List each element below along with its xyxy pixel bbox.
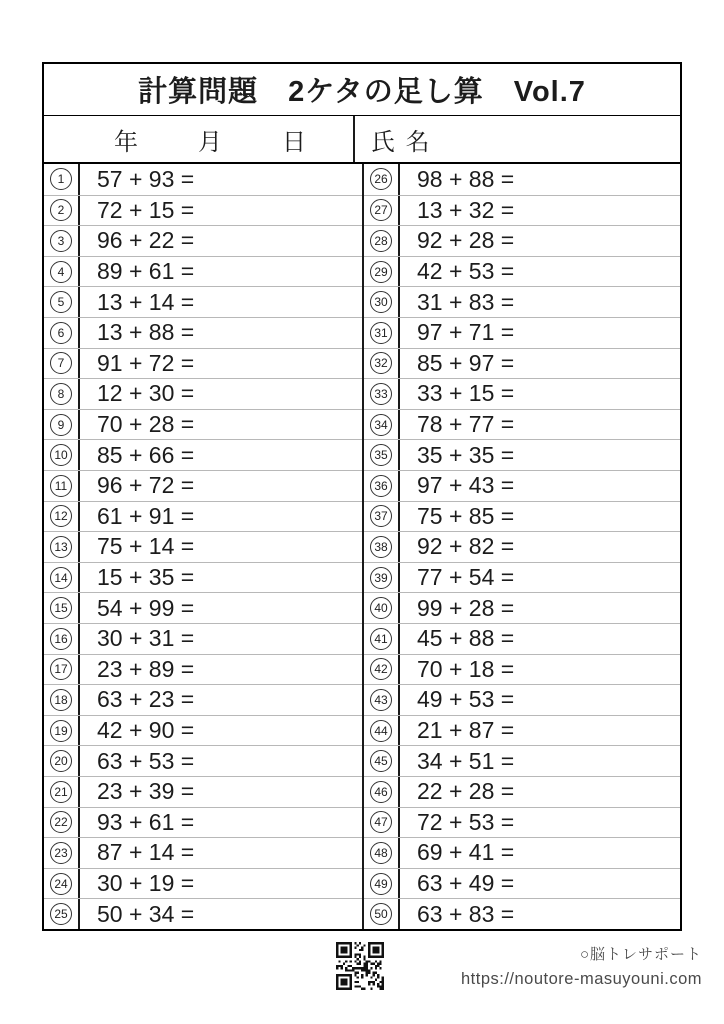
problem-number: 49 <box>370 873 392 895</box>
problem-number-cell <box>44 349 80 379</box>
problem-number-cell <box>364 164 400 195</box>
problem-row <box>364 195 680 226</box>
problem-expression: 87 + 14 = <box>97 839 195 866</box>
problem-number: 38 <box>370 536 392 558</box>
problem-expression: 97 + 43 = <box>417 472 515 499</box>
problem-expression: 35 + 35 = <box>417 441 515 468</box>
problem-row <box>44 470 362 501</box>
problem-expression: 72 + 15 = <box>97 196 195 223</box>
problem-number: 31 <box>370 322 392 344</box>
problem-row <box>364 378 680 409</box>
problem-number-cell <box>364 685 400 715</box>
problem-expression: 70 + 28 = <box>97 411 195 438</box>
problem-expression: 96 + 22 = <box>97 227 195 254</box>
problem-row <box>44 286 362 317</box>
problem-row <box>44 348 362 379</box>
problem-expression: 61 + 91 = <box>97 502 195 529</box>
problem-number-cell <box>364 716 400 746</box>
problems-area <box>44 164 680 929</box>
problem-number-cell <box>364 899 400 929</box>
problem-number: 5 <box>50 291 72 313</box>
problem-row <box>44 409 362 440</box>
problem-expression: 13 + 88 = <box>97 319 195 346</box>
problem-number: 1 <box>50 168 72 190</box>
problem-number: 44 <box>370 720 392 742</box>
problem-expression: 92 + 28 = <box>417 227 515 254</box>
problem-expression: 23 + 39 = <box>97 778 195 805</box>
problem-number-cell <box>44 746 80 776</box>
problem-expression: 78 + 77 = <box>417 411 515 438</box>
problem-number: 2 <box>50 199 72 221</box>
problem-expression: 75 + 85 = <box>417 502 515 529</box>
problem-row <box>364 715 680 746</box>
problem-number-cell <box>364 563 400 593</box>
problem-number: 20 <box>50 750 72 772</box>
problem-number: 9 <box>50 414 72 436</box>
problem-number-cell <box>44 685 80 715</box>
problem-expression: 89 + 61 = <box>97 258 195 285</box>
problem-number: 35 <box>370 444 392 466</box>
problem-expression: 34 + 51 = <box>417 747 515 774</box>
problem-number-cell <box>364 502 400 532</box>
problem-row <box>44 745 362 776</box>
problem-number: 50 <box>370 903 392 925</box>
problem-number-cell <box>44 899 80 929</box>
problem-number-cell <box>364 838 400 868</box>
problem-row <box>364 807 680 838</box>
problem-number-cell <box>44 869 80 899</box>
problem-number-cell <box>44 379 80 409</box>
problem-number: 21 <box>50 781 72 803</box>
problem-row <box>364 654 680 685</box>
date-cell <box>44 116 355 162</box>
problem-row <box>364 164 680 195</box>
problems-column-right <box>362 164 680 929</box>
problem-number-cell <box>364 777 400 807</box>
problem-expression: 15 + 35 = <box>97 564 195 591</box>
problem-row <box>364 439 680 470</box>
problem-number: 40 <box>370 597 392 619</box>
problem-expression: 50 + 34 = <box>97 900 195 927</box>
problem-expression: 13 + 14 = <box>97 288 195 315</box>
problem-expression: 13 + 32 = <box>417 196 515 223</box>
problem-number: 26 <box>370 168 392 190</box>
problem-row <box>364 409 680 440</box>
problem-number-cell <box>364 379 400 409</box>
problem-number-cell <box>364 624 400 654</box>
problem-row <box>44 256 362 287</box>
problem-expression: 63 + 23 = <box>97 686 195 713</box>
problem-expression: 75 + 14 = <box>97 533 195 560</box>
problem-number: 43 <box>370 689 392 711</box>
problem-number: 39 <box>370 567 392 589</box>
problem-number: 45 <box>370 750 392 772</box>
problem-expression: 85 + 97 = <box>417 349 515 376</box>
problem-row <box>364 745 680 776</box>
meta-row <box>44 116 680 164</box>
problem-number: 22 <box>50 811 72 833</box>
problem-row <box>364 592 680 623</box>
problem-number-cell <box>44 287 80 317</box>
problem-number: 30 <box>370 291 392 313</box>
problem-expression: 54 + 99 = <box>97 594 195 621</box>
problem-number: 46 <box>370 781 392 803</box>
problem-expression: 91 + 72 = <box>97 349 195 376</box>
problem-number: 18 <box>50 689 72 711</box>
problem-number: 3 <box>50 230 72 252</box>
problem-row <box>44 531 362 562</box>
problem-number-cell <box>44 164 80 195</box>
problem-expression: 45 + 88 = <box>417 625 515 652</box>
qr-code-icon <box>336 942 384 990</box>
problem-number-cell <box>44 532 80 562</box>
problem-number: 6 <box>50 322 72 344</box>
problem-expression: 72 + 53 = <box>417 808 515 835</box>
problem-number-cell <box>364 532 400 562</box>
problem-number: 8 <box>50 383 72 405</box>
problem-row <box>44 684 362 715</box>
problem-expression: 42 + 53 = <box>417 258 515 285</box>
problem-number-cell <box>364 440 400 470</box>
problem-row <box>44 317 362 348</box>
problem-number: 17 <box>50 658 72 680</box>
problems-column-left <box>44 164 362 929</box>
problem-number-cell <box>44 318 80 348</box>
problem-expression: 93 + 61 = <box>97 808 195 835</box>
problem-row <box>364 562 680 593</box>
problem-row <box>364 531 680 562</box>
footer-brand: ○脳トレサポート <box>579 946 702 963</box>
problem-number-cell <box>44 563 80 593</box>
problem-number: 48 <box>370 842 392 864</box>
problem-row <box>364 868 680 899</box>
problem-number-cell <box>364 226 400 256</box>
title-row <box>44 64 680 116</box>
problem-number: 25 <box>50 903 72 925</box>
date-month-label: 月 <box>198 128 222 156</box>
problem-number-cell <box>44 624 80 654</box>
problem-expression: 70 + 18 = <box>417 655 515 682</box>
problem-expression: 49 + 53 = <box>417 686 515 713</box>
problem-number-cell <box>364 808 400 838</box>
problem-number: 24 <box>50 873 72 895</box>
problem-number: 10 <box>50 444 72 466</box>
problem-row <box>364 898 680 929</box>
problem-number-cell <box>364 471 400 501</box>
problem-expression: 31 + 83 = <box>417 288 515 315</box>
problem-row <box>364 837 680 868</box>
problem-row <box>44 623 362 654</box>
name-cell <box>355 116 680 162</box>
problem-row <box>44 715 362 746</box>
problem-expression: 33 + 15 = <box>417 380 515 407</box>
problem-row <box>44 654 362 685</box>
problem-row <box>44 592 362 623</box>
problem-expression: 85 + 66 = <box>97 441 195 468</box>
problem-number: 11 <box>50 475 72 497</box>
problem-number-cell <box>44 838 80 868</box>
problem-number-cell <box>44 716 80 746</box>
problem-row <box>364 623 680 654</box>
problem-expression: 12 + 30 = <box>97 380 195 407</box>
problem-number-cell <box>44 471 80 501</box>
problem-expression: 22 + 28 = <box>417 778 515 805</box>
problem-expression: 30 + 31 = <box>97 625 195 652</box>
problem-row <box>364 776 680 807</box>
problem-number-cell <box>364 746 400 776</box>
problem-number: 13 <box>50 536 72 558</box>
problem-number: 34 <box>370 414 392 436</box>
problem-row <box>364 286 680 317</box>
problem-number: 37 <box>370 505 392 527</box>
problem-number-cell <box>364 655 400 685</box>
problem-row <box>364 256 680 287</box>
problem-row <box>44 378 362 409</box>
problem-number: 4 <box>50 261 72 283</box>
problem-number: 47 <box>370 811 392 833</box>
problem-expression: 63 + 49 = <box>417 870 515 897</box>
problem-row <box>44 898 362 929</box>
problem-number: 19 <box>50 720 72 742</box>
problem-number-cell <box>364 196 400 226</box>
problem-row <box>44 837 362 868</box>
problem-number: 33 <box>370 383 392 405</box>
page-title: 計算問題 2ケタの足し算 Vol.7 <box>138 76 586 108</box>
problem-number: 32 <box>370 352 392 374</box>
problem-expression: 69 + 41 = <box>417 839 515 866</box>
problem-expression: 23 + 89 = <box>97 655 195 682</box>
problem-number-cell <box>364 349 400 379</box>
problem-number: 27 <box>370 199 392 221</box>
problem-row <box>364 684 680 715</box>
problem-number-cell <box>44 808 80 838</box>
problem-number-cell <box>44 655 80 685</box>
problem-row <box>44 225 362 256</box>
problem-number-cell <box>44 196 80 226</box>
problem-number: 15 <box>50 597 72 619</box>
problem-expression: 30 + 19 = <box>97 870 195 897</box>
problem-row <box>44 439 362 470</box>
problem-number-cell <box>44 502 80 532</box>
name-label: 氏 名 <box>371 128 432 156</box>
problem-row <box>44 164 362 195</box>
footer-credits <box>461 944 702 992</box>
problem-row <box>364 225 680 256</box>
problem-number: 23 <box>50 842 72 864</box>
problem-number: 16 <box>50 628 72 650</box>
problem-number-cell <box>44 593 80 623</box>
problem-number-cell <box>364 593 400 623</box>
problem-expression: 63 + 83 = <box>417 900 515 927</box>
problem-number: 42 <box>370 658 392 680</box>
problem-number: 41 <box>370 628 392 650</box>
problem-expression: 96 + 72 = <box>97 472 195 499</box>
problem-row <box>44 562 362 593</box>
problem-expression: 21 + 87 = <box>417 717 515 744</box>
problem-expression: 92 + 82 = <box>417 533 515 560</box>
problem-expression: 57 + 93 = <box>97 165 195 192</box>
problem-number: 28 <box>370 230 392 252</box>
worksheet-table <box>42 62 682 931</box>
problem-expression: 99 + 28 = <box>417 594 515 621</box>
problem-number: 29 <box>370 261 392 283</box>
problem-row <box>44 501 362 532</box>
problem-row <box>364 348 680 379</box>
problem-number-cell <box>44 410 80 440</box>
problem-row <box>44 195 362 226</box>
problem-row <box>44 807 362 838</box>
problem-number: 7 <box>50 352 72 374</box>
problem-expression: 63 + 53 = <box>97 747 195 774</box>
problem-expression: 97 + 71 = <box>417 319 515 346</box>
problem-number-cell <box>44 257 80 287</box>
problem-number-cell <box>364 287 400 317</box>
problem-number-cell <box>364 318 400 348</box>
problem-number-cell <box>364 869 400 899</box>
problem-expression: 77 + 54 = <box>417 564 515 591</box>
footer-url: https://noutore-masuyouni.com <box>460 970 702 988</box>
problem-row <box>364 317 680 348</box>
problem-expression: 98 + 88 = <box>417 165 515 192</box>
problem-number-cell <box>364 257 400 287</box>
problem-row <box>44 776 362 807</box>
problem-number: 14 <box>50 567 72 589</box>
problem-number: 36 <box>370 475 392 497</box>
date-year-label: 年 <box>114 128 138 156</box>
problem-number: 12 <box>50 505 72 527</box>
problem-number-cell <box>44 226 80 256</box>
problem-row <box>44 868 362 899</box>
problem-row <box>364 501 680 532</box>
problem-number-cell <box>364 410 400 440</box>
problem-number-cell <box>44 777 80 807</box>
date-day-label: 日 <box>282 128 306 156</box>
problem-expression: 42 + 90 = <box>97 717 195 744</box>
problem-number-cell <box>44 440 80 470</box>
problem-row <box>364 470 680 501</box>
